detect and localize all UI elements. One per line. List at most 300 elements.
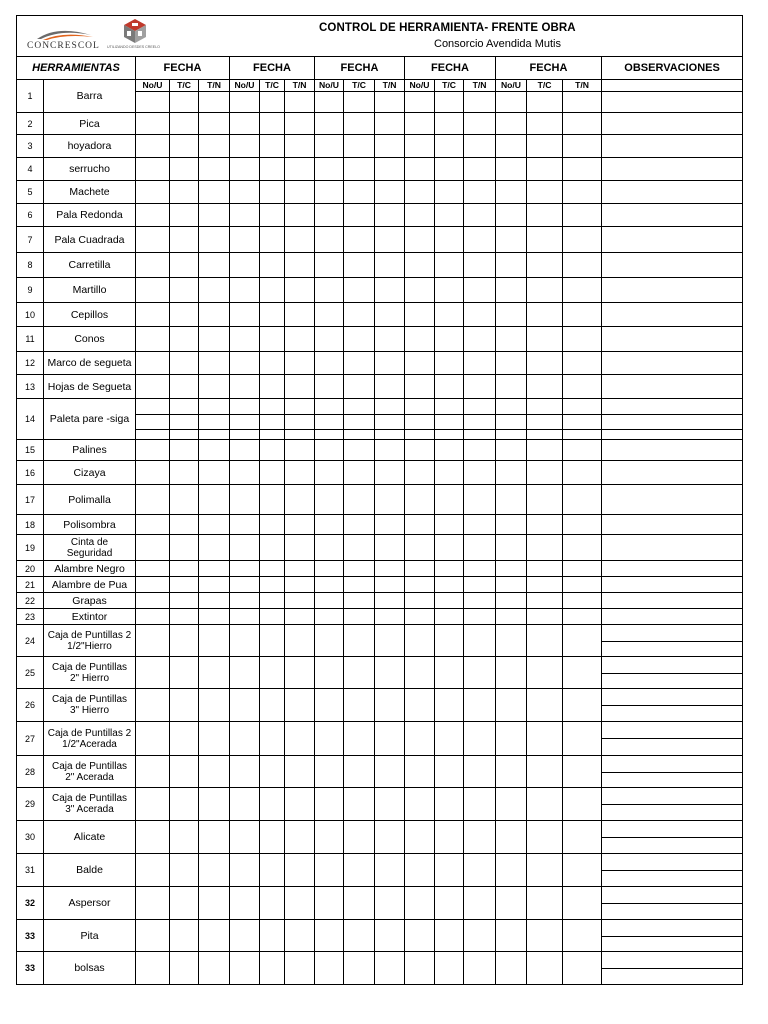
entry-cell[interactable]: [260, 689, 285, 722]
date-subheader-cell[interactable]: [344, 80, 375, 113]
entry-cell[interactable]: [285, 821, 315, 854]
entry-cell[interactable]: [230, 303, 260, 327]
entry-cell[interactable]: [230, 722, 260, 756]
entry-cell[interactable]: [435, 278, 464, 303]
entry-cell[interactable]: [230, 375, 260, 399]
entry-cell[interactable]: [405, 920, 435, 952]
entry-cell[interactable]: [405, 577, 435, 593]
entry-cell[interactable]: [375, 399, 405, 440]
observation-cell[interactable]: [602, 327, 743, 352]
entry-cell[interactable]: [405, 158, 435, 181]
observation-cell[interactable]: [602, 854, 743, 887]
entry-cell[interactable]: [136, 485, 170, 515]
entry-cell[interactable]: [405, 561, 435, 577]
entry-cell[interactable]: [563, 515, 602, 535]
entry-cell[interactable]: [435, 788, 464, 821]
entry-cell[interactable]: [199, 821, 230, 854]
entry-cell[interactable]: [260, 952, 285, 985]
entry-cell[interactable]: [344, 399, 375, 440]
entry-cell[interactable]: [464, 158, 496, 181]
entry-cell[interactable]: [136, 515, 170, 535]
entry-cell[interactable]: [464, 253, 496, 278]
entry-cell[interactable]: [260, 821, 285, 854]
entry-cell[interactable]: [375, 577, 405, 593]
entry-cell[interactable]: [136, 952, 170, 985]
entry-cell[interactable]: [170, 352, 199, 375]
entry-cell[interactable]: [375, 920, 405, 952]
entry-cell[interactable]: [464, 515, 496, 535]
entry-cell[interactable]: [405, 625, 435, 657]
entry-cell[interactable]: [435, 722, 464, 756]
entry-cell[interactable]: [199, 920, 230, 952]
observation-cell[interactable]: [602, 920, 743, 952]
entry-cell[interactable]: [527, 788, 563, 821]
entry-cell[interactable]: [199, 625, 230, 657]
entry-cell[interactable]: [496, 113, 527, 135]
entry-cell[interactable]: [136, 788, 170, 821]
entry-cell[interactable]: [563, 625, 602, 657]
observation-cell[interactable]: [602, 593, 743, 609]
entry-cell[interactable]: [435, 227, 464, 253]
entry-cell[interactable]: [315, 158, 344, 181]
entry-cell[interactable]: [136, 352, 170, 375]
entry-cell[interactable]: [170, 756, 199, 788]
entry-cell[interactable]: [375, 181, 405, 204]
entry-cell[interactable]: [527, 227, 563, 253]
entry-cell[interactable]: [344, 920, 375, 952]
entry-cell[interactable]: [136, 689, 170, 722]
entry-cell[interactable]: [136, 577, 170, 593]
entry-cell[interactable]: [435, 461, 464, 485]
entry-cell[interactable]: [496, 657, 527, 689]
entry-cell[interactable]: [230, 253, 260, 278]
entry-cell[interactable]: [199, 756, 230, 788]
entry-cell[interactable]: [464, 689, 496, 722]
entry-cell[interactable]: [435, 625, 464, 657]
date-subheader-cell[interactable]: [136, 80, 170, 113]
entry-cell[interactable]: [285, 253, 315, 278]
entry-cell[interactable]: [464, 327, 496, 352]
entry-cell[interactable]: [375, 204, 405, 227]
entry-cell[interactable]: [405, 461, 435, 485]
entry-cell[interactable]: [315, 609, 344, 625]
entry-cell[interactable]: [375, 788, 405, 821]
entry-cell[interactable]: [285, 158, 315, 181]
entry-cell[interactable]: [496, 625, 527, 657]
entry-cell[interactable]: [315, 375, 344, 399]
entry-cell[interactable]: [375, 657, 405, 689]
entry-cell[interactable]: [199, 722, 230, 756]
entry-cell[interactable]: [315, 657, 344, 689]
entry-cell[interactable]: [199, 461, 230, 485]
entry-cell[interactable]: [285, 854, 315, 887]
date-subheader-cell[interactable]: [527, 80, 563, 113]
entry-cell[interactable]: [405, 854, 435, 887]
entry-cell[interactable]: [496, 788, 527, 821]
entry-cell[interactable]: [136, 722, 170, 756]
entry-cell[interactable]: [405, 227, 435, 253]
entry-cell[interactable]: [527, 181, 563, 204]
entry-cell[interactable]: [170, 689, 199, 722]
entry-cell[interactable]: [563, 722, 602, 756]
entry-cell[interactable]: [315, 303, 344, 327]
entry-cell[interactable]: [435, 657, 464, 689]
entry-cell[interactable]: [285, 722, 315, 756]
entry-cell[interactable]: [230, 689, 260, 722]
entry-cell[interactable]: [563, 303, 602, 327]
entry-cell[interactable]: [464, 375, 496, 399]
entry-cell[interactable]: [405, 609, 435, 625]
entry-cell[interactable]: [563, 440, 602, 461]
entry-cell[interactable]: [435, 303, 464, 327]
entry-cell[interactable]: [527, 253, 563, 278]
entry-cell[interactable]: [136, 181, 170, 204]
entry-cell[interactable]: [230, 593, 260, 609]
entry-cell[interactable]: [260, 327, 285, 352]
entry-cell[interactable]: [315, 515, 344, 535]
entry-cell[interactable]: [527, 609, 563, 625]
entry-cell[interactable]: [170, 722, 199, 756]
entry-cell[interactable]: [260, 181, 285, 204]
entry-cell[interactable]: [199, 399, 230, 440]
entry-cell[interactable]: [464, 485, 496, 515]
entry-cell[interactable]: [170, 303, 199, 327]
entry-cell[interactable]: [230, 561, 260, 577]
entry-cell[interactable]: [563, 181, 602, 204]
entry-cell[interactable]: [344, 722, 375, 756]
entry-cell[interactable]: [435, 577, 464, 593]
observation-cell[interactable]: [602, 722, 743, 756]
entry-cell[interactable]: [344, 593, 375, 609]
entry-cell[interactable]: [527, 854, 563, 887]
entry-cell[interactable]: [435, 158, 464, 181]
observation-cell[interactable]: [602, 561, 743, 577]
entry-cell[interactable]: [260, 657, 285, 689]
entry-cell[interactable]: [344, 609, 375, 625]
entry-cell[interactable]: [230, 227, 260, 253]
entry-cell[interactable]: [285, 952, 315, 985]
entry-cell[interactable]: [464, 535, 496, 561]
entry-cell[interactable]: [563, 375, 602, 399]
entry-cell[interactable]: [496, 204, 527, 227]
entry-cell[interactable]: [170, 399, 199, 440]
entry-cell[interactable]: [527, 593, 563, 609]
entry-cell[interactable]: [344, 485, 375, 515]
entry-cell[interactable]: [315, 689, 344, 722]
entry-cell[interactable]: [435, 327, 464, 352]
entry-cell[interactable]: [405, 204, 435, 227]
entry-cell[interactable]: [315, 113, 344, 135]
entry-cell[interactable]: [285, 327, 315, 352]
entry-cell[interactable]: [527, 461, 563, 485]
entry-cell[interactable]: [563, 657, 602, 689]
entry-cell[interactable]: [375, 952, 405, 985]
entry-cell[interactable]: [315, 920, 344, 952]
entry-cell[interactable]: [315, 854, 344, 887]
entry-cell[interactable]: [527, 303, 563, 327]
entry-cell[interactable]: [496, 158, 527, 181]
entry-cell[interactable]: [315, 577, 344, 593]
entry-cell[interactable]: [199, 561, 230, 577]
entry-cell[interactable]: [464, 440, 496, 461]
entry-cell[interactable]: [199, 577, 230, 593]
entry-cell[interactable]: [375, 561, 405, 577]
entry-cell[interactable]: [375, 278, 405, 303]
entry-cell[interactable]: [344, 158, 375, 181]
entry-cell[interactable]: [170, 327, 199, 352]
entry-cell[interactable]: [199, 158, 230, 181]
entry-cell[interactable]: [375, 689, 405, 722]
entry-cell[interactable]: [136, 756, 170, 788]
observation-cell[interactable]: [602, 515, 743, 535]
entry-cell[interactable]: [405, 756, 435, 788]
entry-cell[interactable]: [375, 327, 405, 352]
entry-cell[interactable]: [285, 535, 315, 561]
entry-cell[interactable]: [260, 135, 285, 158]
entry-cell[interactable]: [405, 689, 435, 722]
entry-cell[interactable]: [527, 577, 563, 593]
entry-cell[interactable]: [344, 181, 375, 204]
entry-cell[interactable]: [285, 609, 315, 625]
entry-cell[interactable]: [199, 535, 230, 561]
entry-cell[interactable]: [435, 375, 464, 399]
entry-cell[interactable]: [375, 625, 405, 657]
entry-cell[interactable]: [170, 461, 199, 485]
entry-cell[interactable]: [563, 113, 602, 135]
entry-cell[interactable]: [563, 920, 602, 952]
entry-cell[interactable]: [496, 352, 527, 375]
entry-cell[interactable]: [230, 625, 260, 657]
entry-cell[interactable]: [230, 609, 260, 625]
date-subheader-cell[interactable]: [496, 80, 527, 113]
entry-cell[interactable]: [260, 461, 285, 485]
entry-cell[interactable]: [230, 952, 260, 985]
entry-cell[interactable]: [405, 399, 435, 440]
entry-cell[interactable]: [260, 399, 285, 440]
entry-cell[interactable]: [285, 113, 315, 135]
entry-cell[interactable]: [435, 952, 464, 985]
entry-cell[interactable]: [285, 227, 315, 253]
observation-cell[interactable]: [602, 689, 743, 722]
entry-cell[interactable]: [170, 253, 199, 278]
entry-cell[interactable]: [315, 952, 344, 985]
entry-cell[interactable]: [464, 821, 496, 854]
observation-cell[interactable]: [602, 821, 743, 854]
entry-cell[interactable]: [315, 788, 344, 821]
entry-cell[interactable]: [260, 440, 285, 461]
observation-cell[interactable]: [602, 577, 743, 593]
entry-cell[interactable]: [199, 352, 230, 375]
entry-cell[interactable]: [260, 722, 285, 756]
entry-cell[interactable]: [405, 722, 435, 756]
observation-cell[interactable]: [602, 440, 743, 461]
entry-cell[interactable]: [405, 593, 435, 609]
entry-cell[interactable]: [199, 204, 230, 227]
entry-cell[interactable]: [496, 461, 527, 485]
entry-cell[interactable]: [344, 327, 375, 352]
entry-cell[interactable]: [230, 756, 260, 788]
entry-cell[interactable]: [496, 253, 527, 278]
entry-cell[interactable]: [136, 535, 170, 561]
entry-cell[interactable]: [344, 577, 375, 593]
entry-cell[interactable]: [496, 561, 527, 577]
entry-cell[interactable]: [375, 375, 405, 399]
entry-cell[interactable]: [435, 515, 464, 535]
entry-cell[interactable]: [375, 352, 405, 375]
entry-cell[interactable]: [230, 577, 260, 593]
entry-cell[interactable]: [563, 253, 602, 278]
entry-cell[interactable]: [563, 952, 602, 985]
entry-cell[interactable]: [496, 535, 527, 561]
entry-cell[interactable]: [170, 535, 199, 561]
entry-cell[interactable]: [315, 181, 344, 204]
entry-cell[interactable]: [199, 515, 230, 535]
entry-cell[interactable]: [527, 887, 563, 920]
entry-cell[interactable]: [496, 854, 527, 887]
entry-cell[interactable]: [496, 887, 527, 920]
entry-cell[interactable]: [496, 577, 527, 593]
entry-cell[interactable]: [375, 485, 405, 515]
entry-cell[interactable]: [199, 788, 230, 821]
entry-cell[interactable]: [230, 788, 260, 821]
entry-cell[interactable]: [285, 204, 315, 227]
observation-cell[interactable]: [602, 952, 743, 985]
entry-cell[interactable]: [170, 485, 199, 515]
entry-cell[interactable]: [375, 515, 405, 535]
entry-cell[interactable]: [136, 440, 170, 461]
entry-cell[interactable]: [375, 535, 405, 561]
entry-cell[interactable]: [464, 561, 496, 577]
entry-cell[interactable]: [496, 593, 527, 609]
entry-cell[interactable]: [136, 303, 170, 327]
entry-cell[interactable]: [496, 135, 527, 158]
entry-cell[interactable]: [344, 204, 375, 227]
entry-cell[interactable]: [375, 227, 405, 253]
entry-cell[interactable]: [315, 352, 344, 375]
entry-cell[interactable]: [315, 135, 344, 158]
entry-cell[interactable]: [315, 887, 344, 920]
entry-cell[interactable]: [170, 657, 199, 689]
entry-cell[interactable]: [344, 303, 375, 327]
entry-cell[interactable]: [285, 181, 315, 204]
entry-cell[interactable]: [375, 854, 405, 887]
entry-cell[interactable]: [344, 952, 375, 985]
entry-cell[interactable]: [375, 461, 405, 485]
entry-cell[interactable]: [563, 788, 602, 821]
entry-cell[interactable]: [285, 561, 315, 577]
entry-cell[interactable]: [136, 204, 170, 227]
entry-cell[interactable]: [527, 535, 563, 561]
entry-cell[interactable]: [563, 485, 602, 515]
entry-cell[interactable]: [315, 722, 344, 756]
entry-cell[interactable]: [315, 204, 344, 227]
entry-cell[interactable]: [230, 821, 260, 854]
entry-cell[interactable]: [563, 577, 602, 593]
entry-cell[interactable]: [170, 561, 199, 577]
entry-cell[interactable]: [230, 461, 260, 485]
entry-cell[interactable]: [435, 854, 464, 887]
entry-cell[interactable]: [344, 113, 375, 135]
entry-cell[interactable]: [285, 440, 315, 461]
entry-cell[interactable]: [136, 135, 170, 158]
entry-cell[interactable]: [260, 854, 285, 887]
entry-cell[interactable]: [563, 609, 602, 625]
observation-cell[interactable]: [602, 461, 743, 485]
observation-cell[interactable]: [602, 352, 743, 375]
entry-cell[interactable]: [199, 375, 230, 399]
entry-cell[interactable]: [563, 278, 602, 303]
entry-cell[interactable]: [405, 535, 435, 561]
entry-cell[interactable]: [435, 756, 464, 788]
entry-cell[interactable]: [170, 593, 199, 609]
entry-cell[interactable]: [136, 278, 170, 303]
date-subheader-cell[interactable]: [464, 80, 496, 113]
entry-cell[interactable]: [260, 253, 285, 278]
entry-cell[interactable]: [170, 788, 199, 821]
entry-cell[interactable]: [285, 887, 315, 920]
entry-cell[interactable]: [285, 515, 315, 535]
entry-cell[interactable]: [405, 821, 435, 854]
entry-cell[interactable]: [405, 887, 435, 920]
entry-cell[interactable]: [230, 158, 260, 181]
entry-cell[interactable]: [136, 253, 170, 278]
observation-cell[interactable]: [602, 535, 743, 561]
observation-cell[interactable]: [602, 657, 743, 689]
entry-cell[interactable]: [136, 609, 170, 625]
entry-cell[interactable]: [344, 756, 375, 788]
entry-cell[interactable]: [285, 593, 315, 609]
entry-cell[interactable]: [285, 135, 315, 158]
entry-cell[interactable]: [199, 440, 230, 461]
entry-cell[interactable]: [375, 440, 405, 461]
entry-cell[interactable]: [405, 303, 435, 327]
entry-cell[interactable]: [435, 253, 464, 278]
entry-cell[interactable]: [260, 515, 285, 535]
entry-cell[interactable]: [405, 181, 435, 204]
entry-cell[interactable]: [464, 577, 496, 593]
entry-cell[interactable]: [464, 788, 496, 821]
entry-cell[interactable]: [170, 609, 199, 625]
entry-cell[interactable]: [527, 689, 563, 722]
date-subheader-cell[interactable]: [563, 80, 602, 113]
entry-cell[interactable]: [285, 352, 315, 375]
entry-cell[interactable]: [230, 887, 260, 920]
entry-cell[interactable]: [230, 181, 260, 204]
entry-cell[interactable]: [527, 515, 563, 535]
entry-cell[interactable]: [464, 135, 496, 158]
entry-cell[interactable]: [260, 204, 285, 227]
observation-cell[interactable]: [602, 756, 743, 788]
entry-cell[interactable]: [230, 113, 260, 135]
entry-cell[interactable]: [260, 625, 285, 657]
entry-cell[interactable]: [260, 485, 285, 515]
entry-cell[interactable]: [136, 158, 170, 181]
entry-cell[interactable]: [260, 535, 285, 561]
observation-cell[interactable]: [602, 227, 743, 253]
observation-cell[interactable]: [602, 399, 743, 440]
entry-cell[interactable]: [315, 593, 344, 609]
entry-cell[interactable]: [260, 609, 285, 625]
entry-cell[interactable]: [464, 227, 496, 253]
entry-cell[interactable]: [170, 920, 199, 952]
entry-cell[interactable]: [170, 625, 199, 657]
entry-cell[interactable]: [496, 609, 527, 625]
entry-cell[interactable]: [375, 593, 405, 609]
entry-cell[interactable]: [260, 352, 285, 375]
entry-cell[interactable]: [435, 352, 464, 375]
entry-cell[interactable]: [375, 303, 405, 327]
entry-cell[interactable]: [344, 854, 375, 887]
